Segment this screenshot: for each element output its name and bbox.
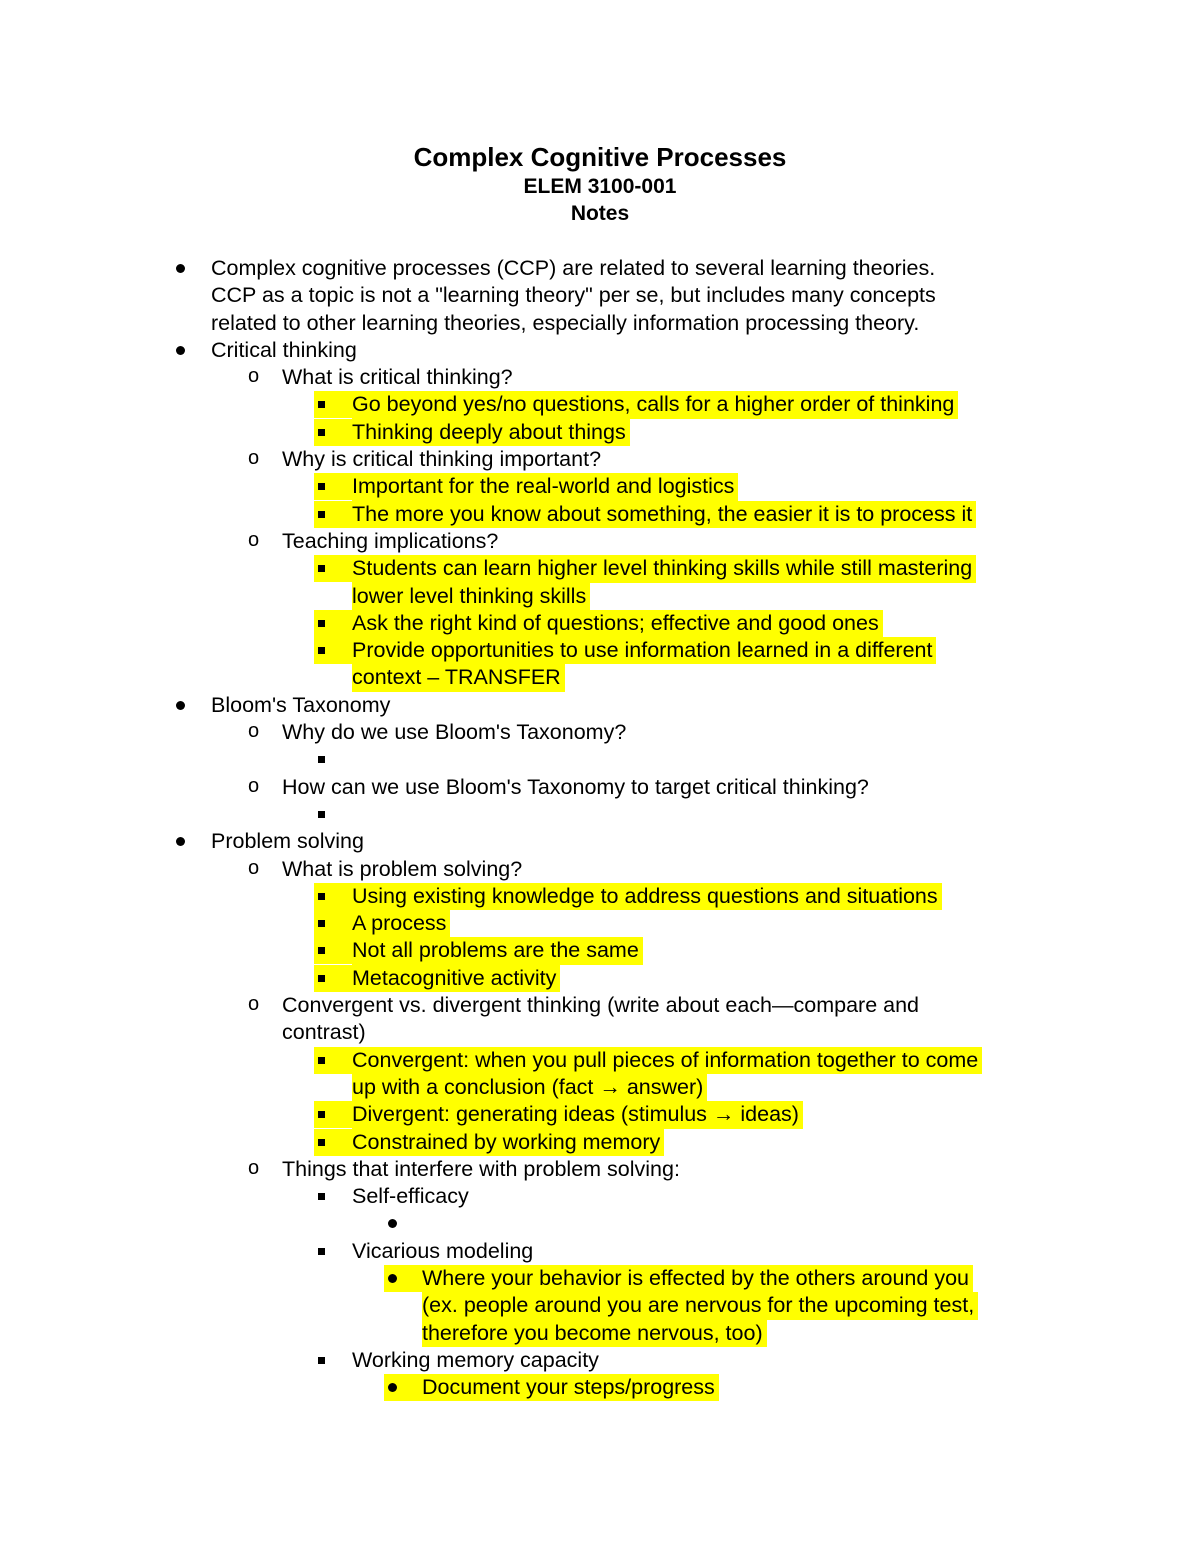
- outline-line: [0, 555, 1200, 582]
- outline-text: Vicarious modeling: [352, 1238, 534, 1263]
- outline-line: [0, 1238, 1200, 1265]
- outline-line: [0, 856, 1200, 883]
- outline-line: [0, 801, 1200, 828]
- outline-text: Why do we use Bloom's Taxonomy?: [282, 720, 627, 745]
- outline-line: [0, 1019, 1200, 1046]
- document-header: [0, 141, 1200, 227]
- bullet-square-icon: [318, 511, 325, 518]
- bullet-square-icon: [318, 483, 325, 490]
- outline-text: Convergent vs. divergent thinking (write about each—compare and: [282, 993, 919, 1018]
- outline-line: [0, 1265, 1200, 1292]
- highlighted-text: Document your steps/progress: [422, 1374, 719, 1401]
- outline-line: [0, 774, 1200, 801]
- outline-text: related to other learning theories, especially information processing theory.: [211, 310, 920, 335]
- outline-line: [0, 937, 1200, 964]
- outline-line: [0, 501, 1200, 528]
- bullet-circle-icon: o: [248, 774, 260, 797]
- bullet-dot-icon: [388, 1219, 397, 1228]
- bullet-circle-icon: o: [248, 1156, 260, 1179]
- outline-text: Things that interfere with problem solving:: [282, 1156, 680, 1181]
- highlighted-text: Not all problems are the same: [352, 937, 643, 964]
- outline-text: CCP as a topic is not a "learning theory" per se, but includes many concepts: [211, 283, 936, 308]
- outline-line: [0, 1129, 1200, 1156]
- outline-line: [0, 719, 1200, 746]
- outline-text: Bloom's Taxonomy: [211, 692, 391, 717]
- bullet-square-icon: [318, 620, 325, 627]
- bullet-square-icon: [318, 565, 325, 572]
- bullet-circle-icon: o: [248, 993, 260, 1016]
- outline-line: [0, 364, 1200, 391]
- highlighted-text: Ask the right kind of questions; effective and good ones: [352, 610, 883, 637]
- bullet-square-icon: [318, 756, 325, 763]
- outline-line: [0, 255, 1200, 282]
- bullet-square-icon: [318, 401, 325, 408]
- outline-text: Teaching implications?: [282, 528, 499, 553]
- highlighted-text: Divergent: generating ideas (stimulus → ideas): [352, 1101, 803, 1128]
- outline-text: Critical thinking: [211, 337, 357, 362]
- outline-line: [0, 1320, 1200, 1347]
- outline-line: [0, 419, 1200, 446]
- outline-line: [0, 828, 1200, 855]
- bullet-square-icon: [318, 920, 325, 927]
- bullet-square-icon: [318, 1248, 325, 1255]
- outline-line: [0, 310, 1200, 337]
- outline-line: [0, 610, 1200, 637]
- highlighted-text: Convergent: when you pull pieces of information together to come: [352, 1047, 982, 1074]
- highlighted-text: The more you know about something, the easier it is to process it: [352, 501, 976, 528]
- bullet-dot-icon: [176, 346, 185, 355]
- outline-line: [0, 746, 1200, 773]
- bullet-square-icon: [318, 975, 325, 982]
- outline-text: Working memory capacity: [352, 1347, 599, 1372]
- outline-line: [0, 528, 1200, 555]
- bullet-square-icon: [318, 1111, 325, 1118]
- bullet-circle-icon: o: [248, 365, 260, 388]
- bullet-square-icon: [318, 647, 325, 654]
- highlighted-text: Constrained by working memory: [352, 1129, 664, 1156]
- outline-text: What is critical thinking?: [282, 365, 513, 390]
- bullet-square-icon: [318, 893, 325, 900]
- highlighted-text: therefore you become nervous, too): [422, 1320, 767, 1347]
- bullet-square-icon: [318, 811, 325, 818]
- highlighted-text: up with a conclusion (fact → answer): [352, 1074, 707, 1101]
- outline-text: What is problem solving?: [282, 856, 523, 881]
- outline-line: [0, 637, 1200, 664]
- outline-line: [0, 282, 1200, 309]
- bullet-square-icon: [318, 947, 325, 954]
- notes-outline: [0, 255, 1200, 1401]
- highlighted-text: Important for the real-world and logistics: [352, 473, 738, 500]
- outline-line: [0, 992, 1200, 1019]
- outline-text: contrast): [282, 1020, 366, 1045]
- outline-line: [0, 692, 1200, 719]
- outline-line: [0, 1101, 1200, 1128]
- bullet-square-icon: [318, 1057, 325, 1064]
- document-title: Complex Cognitive Processes: [413, 142, 787, 172]
- outline-line: [0, 910, 1200, 937]
- bullet-circle-icon: o: [248, 528, 260, 551]
- outline-line: [0, 965, 1200, 992]
- outline-line: [0, 1347, 1200, 1374]
- bullet-square-icon: [318, 1139, 325, 1146]
- outline-line: [0, 583, 1200, 610]
- outline-text: Self-efficacy: [352, 1184, 469, 1209]
- outline-text: Complex cognitive processes (CCP) are related to several learning theories.: [211, 256, 936, 280]
- bullet-square-icon: [318, 429, 325, 436]
- highlighted-text: Where your behavior is effected by the others around you: [422, 1265, 973, 1292]
- highlighted-text: A process: [352, 910, 450, 937]
- highlighted-text: Metacognitive activity: [352, 965, 560, 992]
- bullet-square-icon: [318, 1357, 325, 1364]
- bullet-circle-icon: o: [248, 856, 260, 879]
- outline-line: [0, 1183, 1200, 1210]
- outline-line: [0, 664, 1200, 691]
- bullet-dot-icon: [176, 701, 185, 710]
- outline-line: [0, 1047, 1200, 1074]
- outline-text: Why is critical thinking important?: [282, 447, 602, 472]
- bullet-dot-icon: [176, 264, 185, 273]
- notes-label: Notes: [570, 202, 630, 225]
- highlighted-text: Students can learn higher level thinking skills while still mastering: [352, 555, 976, 582]
- bullet-circle-icon: o: [248, 447, 260, 470]
- outline-line: [0, 391, 1200, 418]
- outline-line: [0, 1292, 1200, 1319]
- highlighted-text: Using existing knowledge to address questions and situations: [352, 883, 942, 910]
- outline-text: Problem solving: [211, 829, 364, 854]
- outline-line: [0, 1156, 1200, 1183]
- outline-text: How can we use Bloom's Taxonomy to target critical thinking?: [282, 774, 869, 799]
- outline-line: [0, 1374, 1200, 1401]
- bullet-dot-icon: [388, 1274, 397, 1283]
- highlighted-text: lower level thinking skills: [352, 583, 590, 610]
- highlighted-text: Thinking deeply about things: [352, 419, 630, 446]
- bullet-dot-icon: [176, 837, 185, 846]
- bullet-circle-icon: o: [248, 720, 260, 743]
- outline-line: [0, 1074, 1200, 1101]
- highlighted-text: Go beyond yes/no questions, calls for a higher order of thinking: [352, 391, 958, 418]
- outline-line: [0, 473, 1200, 500]
- highlighted-text: Provide opportunities to use information learned in a different: [352, 637, 936, 664]
- highlighted-text: context – TRANSFER: [352, 664, 565, 691]
- outline-line: [0, 446, 1200, 473]
- bullet-square-icon: [318, 1193, 325, 1200]
- highlighted-text: (ex. people around you are nervous for the upcoming test,: [422, 1292, 978, 1319]
- outline-line: [0, 1210, 1200, 1237]
- course-code: ELEM 3100-001: [523, 175, 677, 198]
- outline-line: [0, 337, 1200, 364]
- outline-line: [0, 883, 1200, 910]
